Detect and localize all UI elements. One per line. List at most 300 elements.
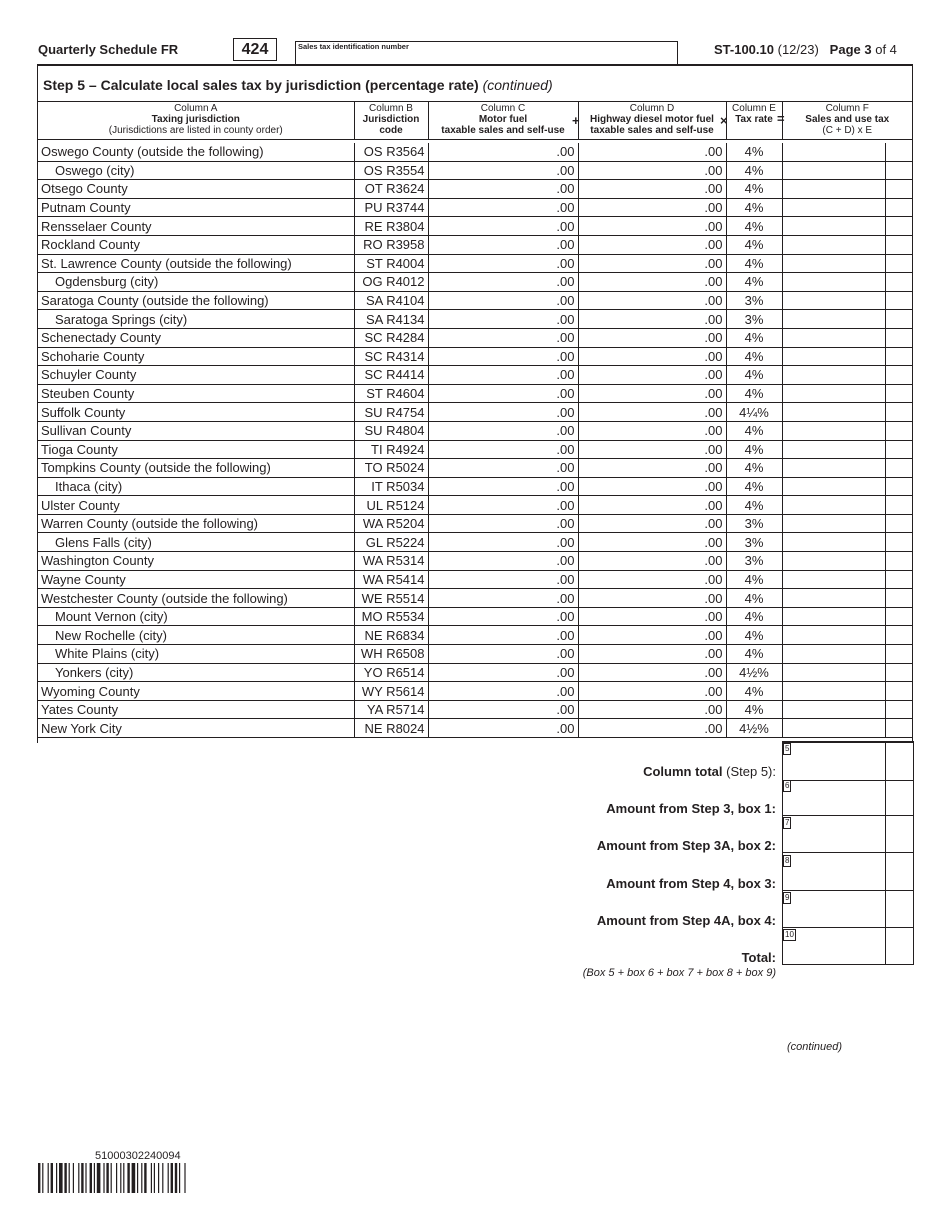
table-row — [38, 235, 912, 254]
diesel-fuel-amount-field[interactable]: .00 — [578, 626, 726, 645]
jurisdiction-code: OS R3554 — [354, 161, 428, 180]
tax-rate: 3% — [726, 310, 782, 329]
sales-use-tax-cents-field[interactable] — [885, 328, 912, 347]
sales-use-tax-field[interactable] — [782, 291, 885, 310]
table-row — [38, 533, 912, 552]
jurisdiction-name: Schuyler County — [38, 366, 354, 385]
cents-divider — [885, 927, 886, 964]
sales-use-tax-field[interactable] — [782, 700, 885, 719]
jurisdiction-code: YA R5714 — [354, 700, 428, 719]
tax-rate: 4% — [726, 626, 782, 645]
total-label — [643, 764, 776, 779]
column-d-label: Column D — [629, 103, 675, 114]
sales-use-tax-field[interactable] — [782, 570, 885, 589]
tax-rate: 4% — [726, 384, 782, 403]
diesel-fuel-amount-field[interactable]: .00 — [578, 663, 726, 682]
tax-rate: 4% — [726, 366, 782, 385]
diesel-fuel-amount-field[interactable]: .00 — [578, 235, 726, 254]
motor-fuel-amount-field[interactable]: .00 — [428, 607, 578, 626]
jurisdiction-code: WH R6508 — [354, 645, 428, 664]
motor-fuel-amount-field[interactable]: .00 — [428, 589, 578, 608]
motor-fuel-amount-field[interactable]: .00 — [428, 291, 578, 310]
sales-use-tax-field[interactable] — [782, 719, 885, 738]
total-label — [597, 838, 776, 853]
tax-rate: 3% — [726, 514, 782, 533]
continued-note: (continued) — [787, 1041, 843, 1053]
tax-rate: 4% — [726, 496, 782, 515]
sales-use-tax-field[interactable] — [782, 477, 885, 496]
jurisdiction-code: WE R5514 — [354, 589, 428, 608]
sales-use-tax-field[interactable] — [782, 310, 885, 329]
sales-use-tax-field[interactable] — [782, 589, 885, 608]
motor-fuel-amount-field[interactable]: .00 — [428, 440, 578, 459]
total-box-field[interactable] — [782, 778, 914, 816]
diesel-fuel-amount-field[interactable]: .00 — [578, 403, 726, 422]
diesel-fuel-amount-field[interactable]: .00 — [578, 607, 726, 626]
sales-use-tax-field[interactable] — [782, 217, 885, 236]
column-b-title-2: code — [379, 125, 403, 136]
total-label — [606, 876, 776, 891]
box-number: 7 — [785, 818, 790, 828]
total-label-text: Amount from Step 4A, box 4: — [596, 912, 776, 928]
sales-use-tax-cents-field[interactable] — [885, 682, 912, 701]
column-a-header — [38, 102, 354, 140]
sales-use-tax-field[interactable] — [782, 403, 885, 422]
tax-rate: 4% — [726, 235, 782, 254]
sales-use-tax-cents-field[interactable] — [885, 570, 912, 589]
column-b-title: Jurisdiction — [362, 114, 420, 125]
column-a-note: (Jurisdictions are listed in county order) — [108, 125, 283, 136]
total-label-text: Amount from Step 3, box 1: — [606, 801, 776, 817]
cents-divider — [885, 853, 886, 890]
jurisdiction-name: Oswego County (outside the following) — [41, 144, 264, 160]
jurisdiction-code: WA R5314 — [354, 552, 428, 571]
tax-rate: 4% — [726, 607, 782, 626]
jurisdiction-name: New Rochelle (city) — [38, 626, 354, 645]
tax-rate: 4% — [726, 143, 782, 161]
column-f-header — [782, 102, 912, 140]
sales-use-tax-cents-field[interactable] — [885, 347, 912, 366]
table-row — [38, 180, 912, 199]
diesel-fuel-amount-field[interactable]: .00 — [578, 477, 726, 496]
page-label: Page 3 — [829, 42, 872, 57]
diesel-fuel-amount-field[interactable]: .00 — [578, 645, 726, 664]
motor-fuel-amount-field[interactable]: .00 — [428, 403, 578, 422]
diesel-fuel-amount-field[interactable]: .00 — [578, 552, 726, 571]
sales-use-tax-field[interactable] — [782, 626, 885, 645]
table-row — [38, 626, 912, 645]
jurisdiction-name: Putnam County — [38, 198, 354, 217]
sales-use-tax-cents-field[interactable] — [885, 663, 912, 682]
sales-use-tax-field[interactable] — [782, 645, 885, 664]
jurisdiction-name: Tioga County — [38, 440, 354, 459]
sales-use-tax-cents-field[interactable] — [885, 143, 912, 161]
box-number: 8 — [785, 855, 790, 865]
diesel-fuel-amount-field[interactable]: .00 — [578, 217, 726, 236]
jurisdiction-code: NE R8024 — [354, 719, 428, 738]
sales-tax-id-label: Sales tax identification number — [298, 42, 409, 51]
motor-fuel-amount-field[interactable]: .00 — [428, 366, 578, 385]
total-box-field[interactable] — [782, 853, 914, 891]
cents-divider — [885, 743, 886, 780]
sales-use-tax-field[interactable] — [782, 421, 885, 440]
tax-rate: 4½% — [726, 663, 782, 682]
jurisdiction-name: Tompkins County (outside the following) — [38, 459, 354, 478]
total-label — [742, 950, 776, 965]
jurisdiction-code: SC R4284 — [354, 328, 428, 347]
sales-use-tax-field[interactable] — [782, 143, 885, 161]
jurisdiction-name: Rensselaer County — [38, 217, 354, 236]
cents-divider — [885, 778, 886, 815]
sales-use-tax-cents-field[interactable] — [885, 719, 912, 738]
sales-use-tax-field[interactable] — [782, 440, 885, 459]
jurisdiction-code: SU R4804 — [354, 421, 428, 440]
sales-use-tax-cents-field[interactable] — [885, 198, 912, 217]
tax-rate: 4% — [726, 682, 782, 701]
motor-fuel-amount-field[interactable]: .00 — [428, 180, 578, 199]
diesel-fuel-amount-field[interactable]: .00 — [578, 459, 726, 478]
tax-rate: 3% — [726, 291, 782, 310]
motor-fuel-amount-field[interactable]: .00 — [428, 143, 578, 161]
motor-fuel-amount-field[interactable]: .00 — [428, 347, 578, 366]
diesel-fuel-amount-field[interactable]: .00 — [578, 496, 726, 515]
tax-rate: 4¼% — [726, 403, 782, 422]
diesel-fuel-amount-field[interactable]: .00 — [578, 347, 726, 366]
jurisdiction-code: PU R3744 — [354, 198, 428, 217]
jurisdiction-table — [38, 143, 912, 738]
motor-fuel-amount-field[interactable]: .00 — [428, 645, 578, 664]
diesel-fuel-amount-field[interactable]: .00 — [578, 310, 726, 329]
jurisdiction-code: OT R3624 — [354, 180, 428, 199]
jurisdiction-code: OS R3564 — [354, 143, 428, 161]
sales-use-tax-cents-field[interactable] — [885, 254, 912, 273]
table-row — [38, 589, 912, 608]
tax-rate: 4% — [726, 477, 782, 496]
tax-rate: 4% — [726, 421, 782, 440]
tax-rate: 4% — [726, 254, 782, 273]
jurisdiction-name: Warren County (outside the following) — [38, 514, 354, 533]
sales-use-tax-cents-field[interactable] — [885, 291, 912, 310]
table-row — [38, 682, 912, 701]
motor-fuel-amount-field[interactable]: .00 — [428, 328, 578, 347]
sales-use-tax-cents-field[interactable] — [885, 700, 912, 719]
sales-use-tax-field[interactable] — [782, 347, 885, 366]
table-row — [38, 254, 912, 273]
jurisdiction-code: SC R4414 — [354, 366, 428, 385]
motor-fuel-amount-field[interactable]: .00 — [428, 384, 578, 403]
diesel-fuel-amount-field[interactable]: .00 — [578, 161, 726, 180]
jurisdiction-code: WA R5414 — [354, 570, 428, 589]
motor-fuel-amount-field[interactable]: .00 — [428, 310, 578, 329]
jurisdiction-code: UL R5124 — [354, 496, 428, 515]
sales-use-tax-cents-field[interactable] — [885, 161, 912, 180]
times-symbol: × — [720, 113, 728, 128]
tax-rate: 4% — [726, 459, 782, 478]
column-b-header — [354, 102, 428, 140]
motor-fuel-amount-field[interactable]: .00 — [428, 161, 578, 180]
sales-use-tax-cents-field[interactable] — [885, 217, 912, 236]
cents-divider — [885, 890, 886, 927]
total-box-field[interactable] — [782, 741, 914, 781]
column-a-label: Column A — [174, 103, 218, 114]
form-id-header — [714, 42, 897, 57]
diesel-fuel-amount-field[interactable]: .00 — [578, 328, 726, 347]
diesel-fuel-amount-field[interactable]: .00 — [578, 273, 726, 292]
jurisdiction-name: Washington County — [38, 552, 354, 571]
tax-rate: 4% — [726, 273, 782, 292]
box-number: 9 — [785, 892, 790, 902]
column-e-label: Column E — [732, 103, 776, 114]
sales-use-tax-cents-field[interactable] — [885, 366, 912, 385]
table-row — [38, 273, 912, 292]
jurisdiction-code: WY R5614 — [354, 682, 428, 701]
table-row — [38, 384, 912, 403]
sales-use-tax-field[interactable] — [782, 384, 885, 403]
sales-use-tax-field[interactable] — [782, 459, 885, 478]
sales-use-tax-field[interactable] — [782, 514, 885, 533]
table-row — [38, 552, 912, 571]
sales-use-tax-cents-field[interactable] — [885, 645, 912, 664]
diesel-fuel-amount-field[interactable]: .00 — [578, 421, 726, 440]
jurisdiction-name: White Plains (city) — [38, 645, 354, 664]
table-row — [38, 719, 912, 738]
table-row — [38, 496, 912, 515]
jurisdiction-code: SA R4104 — [354, 291, 428, 310]
table-row — [38, 143, 912, 161]
jurisdiction-name: Wyoming County — [38, 682, 354, 701]
sales-use-tax-cents-field[interactable] — [885, 459, 912, 478]
jurisdiction-code: SA R4134 — [354, 310, 428, 329]
jurisdiction-code: YO R6514 — [354, 663, 428, 682]
sales-use-tax-cents-field[interactable] — [885, 421, 912, 440]
motor-fuel-amount-field[interactable]: .00 — [428, 496, 578, 515]
jurisdiction-name: Schoharie County — [38, 347, 354, 366]
jurisdiction-name: St. Lawrence County (outside the following) — [38, 254, 354, 273]
column-c-title-2: taxable sales and self-use — [441, 125, 565, 136]
table-row — [38, 198, 912, 217]
sales-use-tax-field[interactable] — [782, 607, 885, 626]
tax-rate: 4% — [726, 440, 782, 459]
tax-rate: 4% — [726, 180, 782, 199]
jurisdiction-name: Westchester County (outside the following) — [38, 589, 354, 608]
diesel-fuel-amount-field[interactable]: .00 — [578, 533, 726, 552]
motor-fuel-amount-field[interactable]: .00 — [428, 421, 578, 440]
jurisdiction-code: TO R5024 — [354, 459, 428, 478]
step-title-text: Step 5 – Calculate local sales tax by jurisdiction (percentage rate) — [43, 77, 479, 93]
column-f-label: Column F — [825, 103, 869, 114]
jurisdiction-code: ST R4604 — [354, 384, 428, 403]
column-c-title: Motor fuel — [478, 114, 528, 125]
diesel-fuel-amount-field[interactable]: .00 — [578, 291, 726, 310]
sales-use-tax-cents-field[interactable] — [885, 496, 912, 515]
jurisdiction-code: NE R6834 — [354, 626, 428, 645]
table-row — [38, 607, 912, 626]
equals-symbol: = — [777, 111, 785, 126]
diesel-fuel-amount-field[interactable]: .00 — [578, 384, 726, 403]
jurisdiction-name: Mount Vernon (city) — [38, 607, 354, 626]
table-row — [38, 217, 912, 236]
jurisdiction-name: Wayne County — [38, 570, 354, 589]
sales-use-tax-field[interactable] — [782, 161, 885, 180]
table-row — [38, 440, 912, 459]
jurisdiction-name: Saratoga Springs (city) — [38, 310, 354, 329]
plus-symbol: + — [572, 113, 580, 128]
sales-use-tax-field[interactable] — [782, 273, 885, 292]
sales-use-tax-field[interactable] — [782, 496, 885, 515]
column-c-label: Column C — [480, 103, 526, 114]
sales-use-tax-cents-field[interactable] — [885, 180, 912, 199]
motor-fuel-amount-field[interactable]: .00 — [428, 533, 578, 552]
motor-fuel-amount-field[interactable]: .00 — [428, 552, 578, 571]
diesel-fuel-amount-field[interactable]: .00 — [578, 180, 726, 199]
jurisdiction-code: OG R4012 — [354, 273, 428, 292]
sales-use-tax-field[interactable] — [782, 663, 885, 682]
jurisdiction-name: Saratoga County (outside the following) — [38, 291, 354, 310]
table-row — [38, 366, 912, 385]
column-a-title: Taxing jurisdiction — [151, 114, 240, 125]
sales-use-tax-cents-field[interactable] — [885, 533, 912, 552]
motor-fuel-amount-field[interactable]: .00 — [428, 719, 578, 738]
box-number: 10 — [785, 930, 794, 939]
jurisdiction-code: SU R4754 — [354, 403, 428, 422]
sales-use-tax-cents-field[interactable] — [885, 589, 912, 608]
jurisdiction-name: Rockland County — [38, 235, 354, 254]
diesel-fuel-amount-field[interactable]: .00 — [578, 570, 726, 589]
tax-rate: 4% — [726, 700, 782, 719]
jurisdiction-name: Ithaca (city) — [38, 477, 354, 496]
total-label-text: Amount from Step 3A, box 2: — [596, 838, 776, 854]
sales-use-tax-cents-field[interactable] — [885, 440, 912, 459]
diesel-fuel-amount-field[interactable]: .00 — [578, 682, 726, 701]
column-d-title: Highway diesel motor fuel — [590, 114, 714, 125]
jurisdiction-code: WA R5204 — [354, 514, 428, 533]
sales-use-tax-field[interactable] — [782, 552, 885, 571]
diesel-fuel-amount-field[interactable]: .00 — [578, 198, 726, 217]
sales-use-tax-cents-field[interactable] — [885, 310, 912, 329]
total-box-field[interactable] — [782, 927, 914, 965]
jurisdiction-name: Ulster County — [38, 496, 354, 515]
tax-rate: 4½% — [726, 719, 782, 738]
sales-use-tax-cents-field[interactable] — [885, 273, 912, 292]
motor-fuel-amount-field[interactable]: .00 — [428, 217, 578, 236]
motor-fuel-amount-field[interactable]: .00 — [428, 254, 578, 273]
sales-use-tax-cents-field[interactable] — [885, 552, 912, 571]
motor-fuel-amount-field[interactable]: .00 — [428, 514, 578, 533]
total-label — [597, 913, 776, 928]
diesel-fuel-amount-field[interactable]: .00 — [578, 143, 726, 161]
sales-use-tax-cents-field[interactable] — [885, 384, 912, 403]
jurisdiction-code: MO R5534 — [354, 607, 428, 626]
sales-use-tax-field[interactable] — [782, 180, 885, 199]
tax-rate: 4% — [726, 198, 782, 217]
motor-fuel-amount-field[interactable]: .00 — [428, 663, 578, 682]
sales-use-tax-field[interactable] — [782, 533, 885, 552]
column-f-formula: (C + D) x E — [822, 125, 873, 136]
jurisdiction-name: Oswego (city) — [38, 161, 354, 180]
total-label-text: Amount from Step 4, box 3: — [606, 875, 776, 891]
total-label — [606, 801, 776, 816]
sales-use-tax-cents-field[interactable] — [885, 235, 912, 254]
cents-divider — [885, 815, 886, 852]
motor-fuel-amount-field[interactable]: .00 — [428, 570, 578, 589]
column-d-title-2: taxable sales and self-use — [590, 125, 714, 136]
barcode-number: 51000302240094 — [95, 1150, 181, 1162]
jurisdiction-name: Steuben County — [38, 384, 354, 403]
total-label-text: Total: — [741, 950, 776, 965]
sales-use-tax-cents-field[interactable] — [885, 514, 912, 533]
step-continued: (continued) — [482, 77, 553, 93]
total-label-text: Column total — [643, 764, 723, 779]
table-row — [38, 347, 912, 366]
sales-use-tax-cents-field[interactable] — [885, 607, 912, 626]
total-box-field[interactable] — [782, 890, 914, 928]
table-row — [38, 291, 912, 310]
table-row — [38, 663, 912, 682]
total-formula: (Box 5 + box 6 + box 7 + box 8 + box 9) — [582, 967, 776, 979]
table-row — [38, 328, 912, 347]
sales-use-tax-field[interactable] — [782, 198, 885, 217]
diesel-fuel-amount-field[interactable]: .00 — [578, 589, 726, 608]
tax-rate: 4% — [726, 570, 782, 589]
table-row — [38, 514, 912, 533]
sales-use-tax-field[interactable] — [782, 366, 885, 385]
motor-fuel-amount-field[interactable]: .00 — [428, 273, 578, 292]
diesel-fuel-amount-field[interactable]: .00 — [578, 514, 726, 533]
total-box-field[interactable] — [782, 815, 914, 853]
table-row — [38, 403, 912, 422]
diesel-fuel-amount-field[interactable]: .00 — [578, 719, 726, 738]
motor-fuel-amount-field[interactable]: .00 — [428, 459, 578, 478]
table-row — [38, 645, 912, 664]
diesel-fuel-amount-field[interactable]: .00 — [578, 700, 726, 719]
schedule-title: Quarterly Schedule FR — [38, 42, 179, 57]
sales-use-tax-field[interactable] — [782, 235, 885, 254]
sales-use-tax-cents-field[interactable] — [885, 403, 912, 422]
jurisdiction-name: Ogdensburg (city) — [38, 273, 354, 292]
column-d-header — [578, 102, 726, 140]
motor-fuel-amount-field[interactable]: .00 — [428, 700, 578, 719]
motor-fuel-amount-field[interactable]: .00 — [428, 682, 578, 701]
jurisdiction-name: Yates County — [38, 700, 354, 719]
column-e-header — [726, 102, 782, 140]
sales-use-tax-field[interactable] — [782, 682, 885, 701]
diesel-fuel-amount-field[interactable]: .00 — [578, 366, 726, 385]
diesel-fuel-amount-field[interactable]: .00 — [578, 440, 726, 459]
jurisdiction-code: GL R5224 — [354, 533, 428, 552]
motor-fuel-amount-field[interactable]: .00 — [428, 626, 578, 645]
column-e-title: Tax rate — [735, 114, 773, 125]
diesel-fuel-amount-field[interactable]: .00 — [578, 254, 726, 273]
motor-fuel-amount-field[interactable]: .00 — [428, 198, 578, 217]
table-row — [38, 700, 912, 719]
jurisdiction-name: Yonkers (city) — [38, 663, 354, 682]
sales-tax-id-field[interactable] — [295, 41, 678, 66]
column-b-label: Column B — [369, 103, 413, 114]
motor-fuel-amount-field[interactable]: .00 — [428, 235, 578, 254]
jurisdiction-name: Schenectady County — [38, 328, 354, 347]
table-row — [38, 161, 912, 180]
form-id: ST-100.10 — [714, 42, 774, 57]
sales-use-tax-cents-field[interactable] — [885, 626, 912, 645]
table-row — [38, 477, 912, 496]
table-row — [38, 421, 912, 440]
sales-use-tax-field[interactable] — [782, 254, 885, 273]
sales-use-tax-cents-field[interactable] — [885, 477, 912, 496]
motor-fuel-amount-field[interactable]: .00 — [428, 477, 578, 496]
jurisdiction-name: New York City — [38, 719, 354, 738]
sales-use-tax-field[interactable] — [782, 328, 885, 347]
tax-rate: 4% — [726, 328, 782, 347]
